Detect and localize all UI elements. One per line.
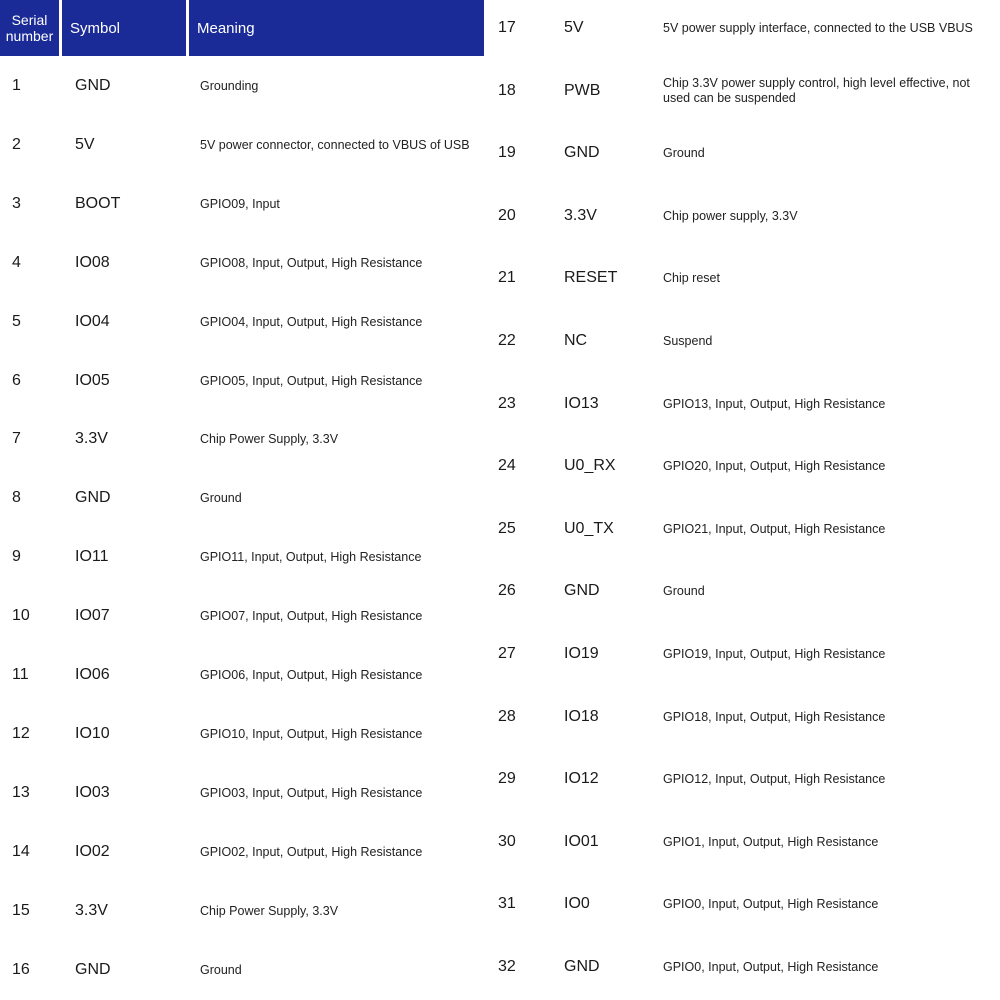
symbol-cell: U0_RX [564, 457, 616, 475]
meaning-cell: GPIO03, Input, Output, High Resistance [200, 785, 423, 800]
serial-number-cell: 8 [12, 489, 21, 507]
serial-number-cell: 1 [12, 77, 21, 94]
meaning-cell: GPIO0, Input, Output, High Resistance [663, 897, 879, 912]
meaning-cell: GPIO08, Input, Output, High Resistance [200, 255, 423, 270]
serial-number-cell: 17 [498, 19, 516, 36]
meaning-cell: GPIO21, Input, Output, High Resistance [663, 521, 886, 536]
meaning-cell: GPIO20, Input, Output, High Resistance [663, 459, 886, 474]
symbol-cell: IO03 [75, 783, 110, 801]
serial-number-cell: 19 [498, 144, 516, 162]
symbol-cell: 3.3V [564, 206, 597, 224]
header-symbol: Symbol [62, 0, 186, 56]
symbol-cell: IO19 [564, 645, 599, 662]
serial-number-cell: 26 [498, 582, 516, 600]
meaning-cell: 5V power supply interface, connected to the USB VBUS [663, 21, 973, 35]
meaning-cell: GPIO06, Input, Output, High Resistance [200, 668, 423, 682]
meaning-cell: Chip power supply, 3.3V [663, 208, 798, 223]
serial-number-cell: 20 [498, 206, 516, 224]
meaning-cell: Ground [200, 491, 242, 506]
serial-number-cell: 32 [498, 958, 516, 975]
symbol-cell: IO18 [564, 707, 599, 725]
symbol-cell: IO01 [564, 832, 599, 850]
meaning-cell: GPIO07, Input, Output, High Resistance [200, 609, 423, 624]
serial-number-cell: 5 [12, 312, 21, 330]
serial-number-cell: 9 [12, 548, 21, 566]
serial-number-cell: 13 [12, 783, 30, 801]
symbol-cell: IO10 [75, 724, 110, 742]
symbol-cell: IO07 [75, 607, 110, 625]
symbol-cell: BOOT [75, 194, 121, 212]
meaning-cell: GPIO02, Input, Output, High Resistance [200, 844, 423, 859]
meaning-cell: Chip 3.3V power supply control, high level effective, not used can be suspended [663, 75, 970, 105]
symbol-cell: IO02 [75, 842, 110, 860]
meaning-cell: Grounding [200, 79, 259, 93]
serial-number-cell: 21 [498, 269, 516, 287]
symbol-cell: IO05 [75, 371, 110, 389]
serial-number-cell: 23 [498, 394, 516, 412]
serial-number-cell: 22 [498, 332, 516, 349]
symbol-cell: 5V [75, 135, 95, 153]
symbol-cell: GND [564, 582, 600, 600]
serial-number-cell: 25 [498, 519, 516, 537]
meaning-cell: GPIO10, Input, Output, High Resistance [200, 726, 423, 741]
symbol-cell: GND [75, 960, 111, 978]
meaning-cell: GPIO0, Input, Output, High Resistance [663, 960, 879, 974]
symbol-cell: IO12 [564, 770, 599, 788]
symbol-cell: GND [75, 77, 111, 94]
meaning-cell: Chip Power Supply, 3.3V [200, 432, 339, 447]
meaning-cell: Chip reset [663, 271, 720, 286]
symbol-cell: NC [564, 332, 588, 349]
header-meaning: Meaning [189, 0, 484, 56]
meaning-cell: GPIO11, Input, Output, High Resistance [200, 550, 422, 565]
serial-number-cell: 4 [12, 253, 21, 271]
symbol-cell: GND [564, 144, 600, 162]
serial-number-cell: 28 [498, 707, 516, 725]
serial-number-cell: 14 [12, 842, 30, 860]
symbol-cell: PWB [564, 81, 601, 99]
serial-number-cell: 3 [12, 194, 21, 212]
symbol-cell: IO06 [75, 666, 110, 683]
meaning-cell: 5V power connector, connected to VBUS of USB [200, 137, 470, 152]
serial-number-cell: 16 [12, 960, 30, 978]
serial-number-cell: 30 [498, 832, 516, 850]
serial-number-cell: 12 [12, 724, 30, 742]
serial-number-cell: 27 [498, 645, 516, 662]
meaning-cell: Ground [200, 962, 242, 977]
meaning-cell: GPIO04, Input, Output, High Resistance [200, 314, 423, 329]
symbol-cell: IO0 [564, 895, 590, 913]
meaning-cell: GPIO19, Input, Output, High Resistance [663, 647, 886, 661]
meaning-cell: GPIO12, Input, Output, High Resistance [663, 772, 886, 787]
meaning-cell: GPIO1, Input, Output, High Resistance [663, 834, 879, 849]
symbol-cell: IO11 [75, 548, 109, 566]
meaning-cell: Ground [663, 146, 705, 161]
symbol-cell: U0_TX [564, 519, 614, 537]
symbol-cell: IO13 [564, 394, 599, 412]
serial-number-cell: 29 [498, 770, 516, 788]
serial-number-cell: 18 [498, 81, 516, 99]
symbol-cell: 3.3V [75, 901, 108, 919]
serial-number-cell: 11 [12, 666, 29, 683]
symbol-cell: IO04 [75, 312, 110, 330]
meaning-cell: GPIO09, Input [200, 196, 280, 211]
serial-number-cell: 31 [498, 895, 516, 913]
serial-number-cell: 7 [12, 430, 21, 448]
serial-number-cell: 24 [498, 457, 516, 475]
symbol-cell: GND [75, 489, 111, 507]
meaning-cell: Suspend [663, 334, 713, 348]
serial-number-cell: 6 [12, 371, 21, 389]
header-serial-number: Serial number [0, 0, 59, 56]
meaning-cell: GPIO18, Input, Output, High Resistance [663, 709, 886, 724]
serial-number-cell: 10 [12, 607, 30, 625]
symbol-cell: 3.3V [75, 430, 108, 448]
serial-number-cell: 15 [12, 901, 30, 919]
meaning-cell: GPIO13, Input, Output, High Resistance [663, 396, 886, 411]
symbol-cell: 5V [564, 19, 584, 36]
meaning-cell: Ground [663, 584, 705, 599]
symbol-cell: IO08 [75, 253, 110, 271]
symbol-cell: GND [564, 958, 600, 975]
symbol-cell: RESET [564, 269, 618, 287]
serial-number-cell: 2 [12, 135, 21, 153]
meaning-cell: Chip Power Supply, 3.3V [200, 903, 339, 918]
meaning-cell: GPIO05, Input, Output, High Resistance [200, 373, 423, 388]
